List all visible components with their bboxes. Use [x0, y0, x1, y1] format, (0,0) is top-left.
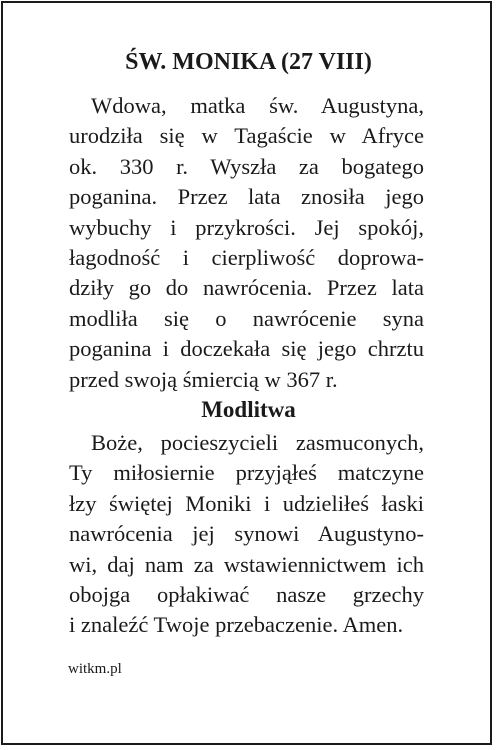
prayer-line: wi, daj nam za wstawiennictwem ich: [69, 551, 424, 577]
biography-line: Wdowa, matka św. Augustyna,: [91, 93, 424, 118]
card-title: ŚW. MONIKA (27 VIII): [125, 49, 372, 75]
prayer-line: nawrócenia jej synowi Augustyno-: [69, 521, 424, 547]
biography-line: poganina i doczekała się jego chrztu: [69, 336, 424, 362]
prayer-paragraph: [69, 428, 424, 641]
biography-line: łagodność i cierpliwość doprowa-: [69, 245, 424, 271]
prayer-heading: Modlitwa: [201, 397, 296, 422]
biography-line: urodziła się w Tagaście w Afryce: [69, 123, 424, 149]
source-footer: witkm.pl: [68, 661, 122, 677]
biography-line: ok. 330 r. Wyszła za bogatego: [69, 153, 424, 179]
biography-line: wybuchy i przykrości. Jej spokój,: [69, 214, 424, 240]
prayer-line: i znaleźć Twoje przebaczenie. Amen.: [69, 612, 404, 638]
biography-line: dziły go do nawrócenia. Przez lata: [69, 275, 424, 301]
prayer-line: Boże, pocieszycieli zasmuconych,: [91, 430, 424, 455]
biography-paragraph: [69, 91, 424, 395]
prayer-card: [1, 1, 492, 745]
biography-line: przed swoją śmiercią w 367 r.: [69, 366, 338, 392]
prayer-line: obojga opłakiwać nasze grzechy: [69, 582, 424, 608]
prayer-line: łzy świętej Moniki i udzieliłeś łaski: [69, 490, 424, 516]
prayer-line: Ty miłosiernie przyjąłeś matczyne: [69, 460, 424, 486]
biography-line: modliła się o nawrócenie syna: [69, 305, 424, 331]
biography-line: poganina. Przez lata znosiła jego: [69, 184, 424, 210]
